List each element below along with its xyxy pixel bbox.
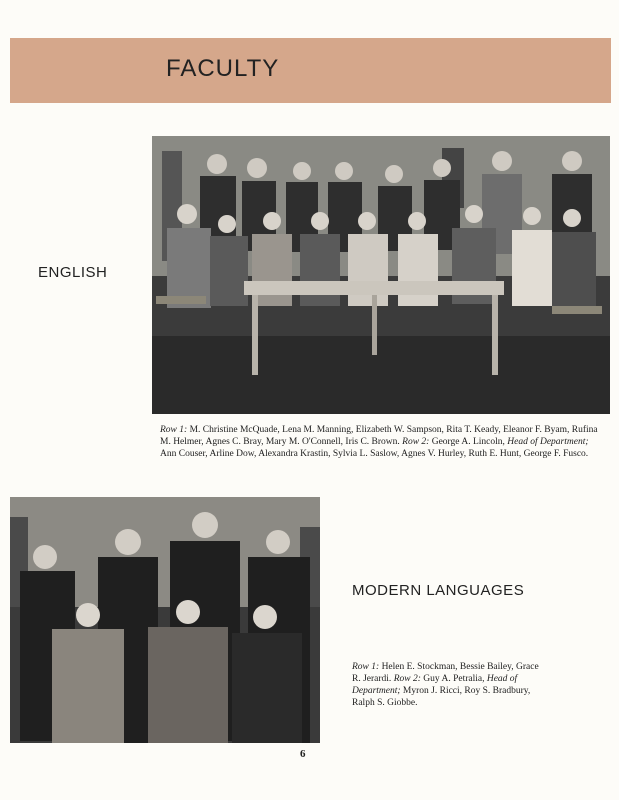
modern-languages-caption bbox=[352, 661, 542, 709]
caption-segment: Row 1: bbox=[352, 662, 380, 672]
caption-segment: Helen E. Stockman, Bessie Bailey, Grace R. Jerardi. bbox=[352, 662, 539, 684]
english-section-label: ENGLISH bbox=[38, 264, 108, 281]
page-title: FACULTY bbox=[166, 55, 280, 82]
caption-segment: Head of Department; bbox=[352, 674, 518, 696]
page-number: 6 bbox=[300, 748, 306, 760]
caption-segment: Myron J. Ricci, Roy S. Bradbury, Ralph S. Giobbe. bbox=[352, 686, 531, 708]
caption-segment: Ann Couser, Arline Dow, Alexandra Krastin, Sylvia L. Saslow, Agnes V. Hurley, Ruth E. Hunt, George F. Fusco. bbox=[160, 449, 589, 459]
caption-segment: Row 1: bbox=[160, 425, 188, 435]
caption-segment: Head of Department; bbox=[507, 437, 589, 447]
caption-segment: Row 2: bbox=[402, 437, 430, 447]
english-caption bbox=[160, 424, 600, 460]
section-banner bbox=[10, 38, 611, 103]
english-faculty-photo bbox=[152, 136, 610, 414]
modern-languages-faculty-photo bbox=[10, 497, 320, 743]
caption-segment: Guy A. Petralia, bbox=[420, 674, 487, 684]
caption-segment: George A. Lincoln, bbox=[429, 437, 508, 447]
caption-segment: Row 2: bbox=[393, 674, 421, 684]
caption-segment: M. Christine McQuade, Lena M. Manning, Elizabeth W. Sampson, Rita T. Keady, Eleanor F. Byam, Rufina M. Helmer, Agnes C. Bray, Mary M. O'Connell, Iris C. Brown. bbox=[160, 425, 598, 447]
modern-languages-section-label: MODERN LANGUAGES bbox=[352, 582, 525, 599]
